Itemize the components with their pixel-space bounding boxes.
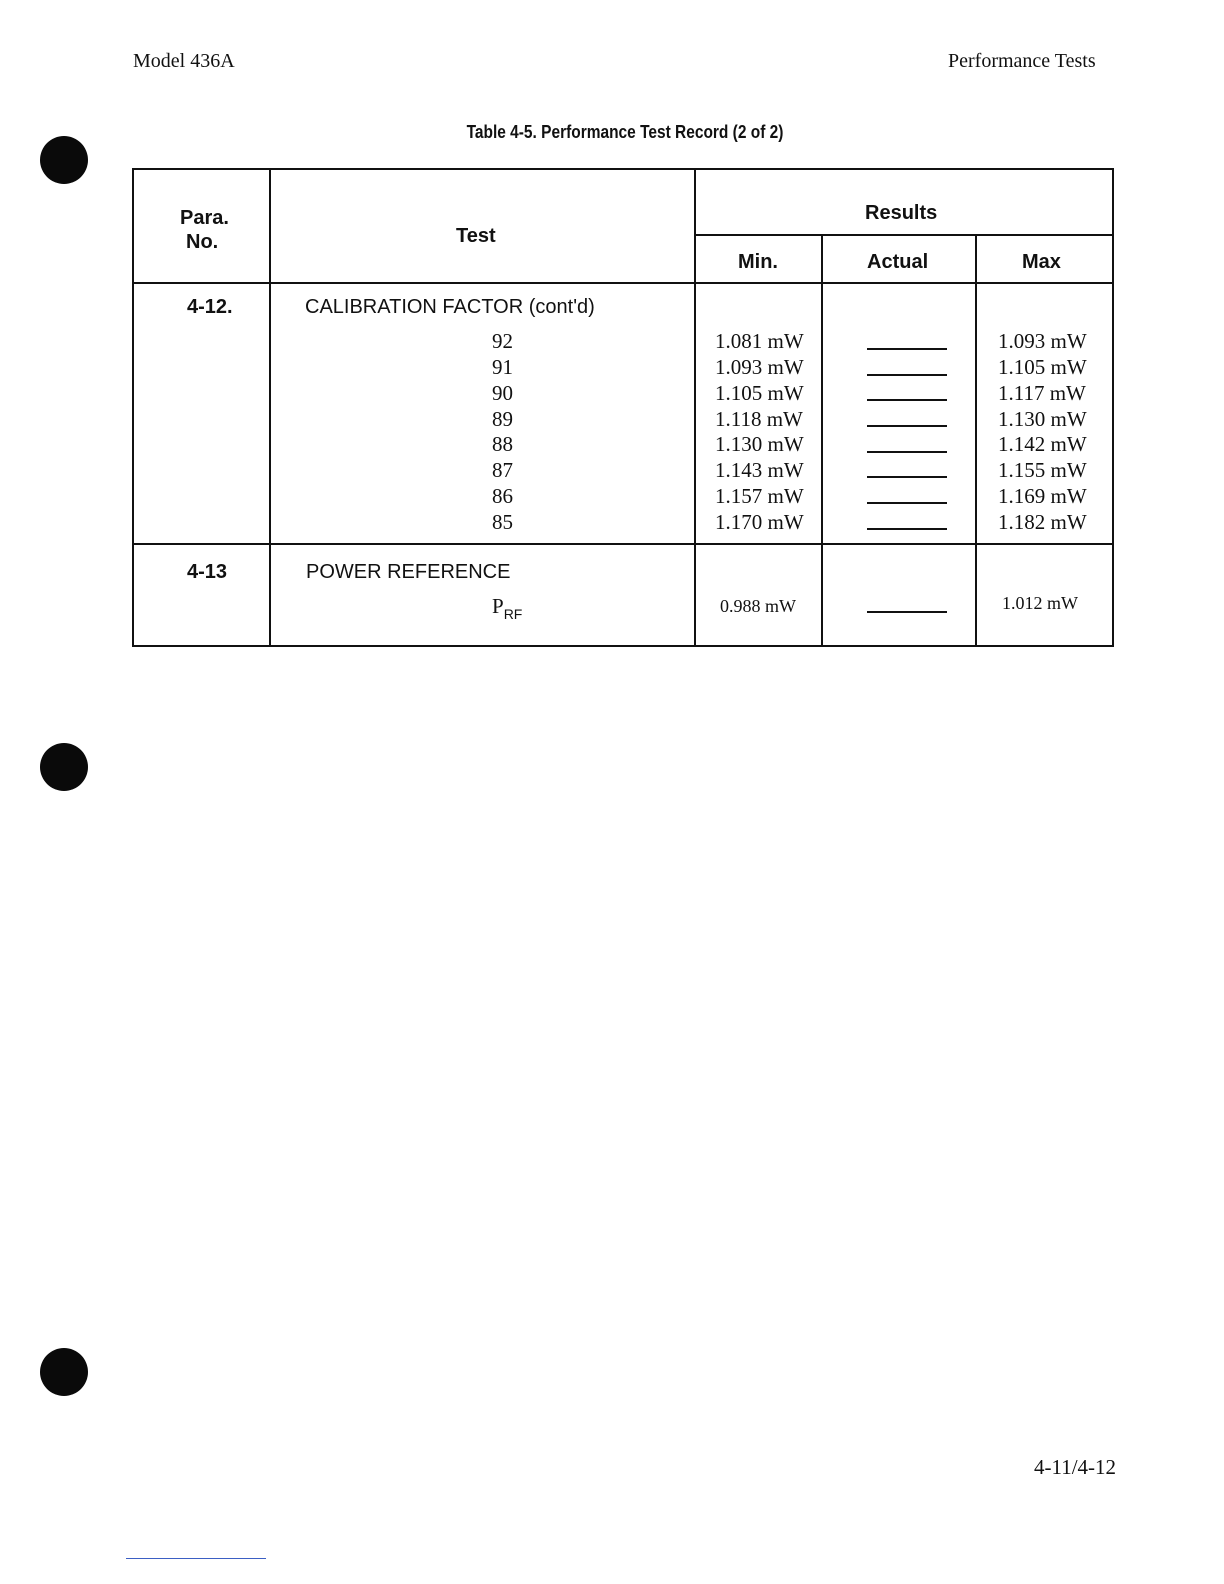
- min-value: 1.143 mW: [715, 458, 804, 482]
- min-value: 0.988 mW: [720, 596, 796, 616]
- table-border-bottom: [132, 645, 1114, 647]
- header-rule: [132, 282, 1114, 284]
- test-value: 92: [492, 329, 513, 353]
- actual-blank[interactable]: [867, 399, 947, 401]
- section-title: CALIBRATION FACTOR (cont'd): [305, 296, 595, 318]
- actual-blank[interactable]: [867, 451, 947, 453]
- max-value: 1.142 mW: [998, 432, 1087, 456]
- test-value-prf: [492, 594, 522, 622]
- table-border-left: [132, 168, 134, 647]
- test-symbol: P: [492, 594, 504, 618]
- actual-blank[interactable]: [867, 476, 947, 478]
- actual-blank[interactable]: [867, 502, 947, 504]
- table-caption: Table 4-5. Performance Test Record (2 of 2): [466, 122, 784, 142]
- col-rule-para: [269, 168, 271, 647]
- col-header-para-line2: No.: [186, 231, 219, 253]
- max-value: 1.169 mW: [998, 484, 1087, 508]
- min-value: 1.157 mW: [715, 484, 804, 508]
- col-header-test: Test: [456, 225, 496, 247]
- max-value: 1.093 mW: [998, 329, 1087, 353]
- test-value: 86: [492, 484, 513, 508]
- actual-blank[interactable]: [867, 348, 947, 350]
- max-value: 1.105 mW: [998, 355, 1087, 379]
- punch-hole: [40, 136, 88, 184]
- col-header-max: Max: [1022, 251, 1061, 273]
- max-value: 1.012 mW: [1002, 593, 1078, 613]
- min-value: 1.118 mW: [715, 407, 803, 431]
- actual-blank[interactable]: [867, 374, 947, 376]
- min-value: 1.105 mW: [715, 381, 804, 405]
- header-section: Performance Tests: [948, 50, 1096, 72]
- min-value: 1.081 mW: [715, 329, 804, 353]
- actual-blank[interactable]: [867, 528, 947, 530]
- bottom-divider: [126, 1558, 266, 1559]
- col-header-results: Results: [865, 202, 938, 224]
- min-value: 1.130 mW: [715, 432, 804, 456]
- col-header-para-line1: Para.: [180, 207, 229, 229]
- para-number: 4-12.: [187, 296, 233, 318]
- page-number: 4-11/4-12: [1034, 1455, 1117, 1479]
- max-value: 1.130 mW: [998, 407, 1087, 431]
- table-border-top: [132, 168, 1114, 170]
- min-value: 1.170 mW: [715, 510, 804, 534]
- actual-blank[interactable]: [867, 425, 947, 427]
- results-subheader-rule: [694, 234, 1114, 236]
- test-value: 87: [492, 458, 513, 482]
- col-rule-test: [694, 168, 696, 647]
- test-value: 85: [492, 510, 513, 534]
- col-rule-actual: [975, 234, 977, 647]
- test-value: 91: [492, 355, 513, 379]
- header-model: Model 436A: [133, 50, 235, 72]
- section-rule: [132, 543, 1114, 545]
- section-title: POWER REFERENCE: [306, 561, 511, 583]
- col-header-actual: Actual: [867, 251, 929, 273]
- max-value: 1.182 mW: [998, 510, 1087, 534]
- max-value: 1.155 mW: [998, 458, 1087, 482]
- test-value: 89: [492, 407, 513, 431]
- table-border-right: [1112, 168, 1114, 647]
- max-value: 1.117 mW: [998, 381, 1086, 405]
- test-subscript: RF: [503, 606, 523, 622]
- min-value: 1.093 mW: [715, 355, 804, 379]
- test-value: 90: [492, 381, 513, 405]
- col-rule-min: [821, 234, 823, 647]
- col-header-min: Min.: [738, 251, 778, 273]
- performance-test-table: [132, 168, 1114, 647]
- para-number: 4-13: [187, 561, 228, 583]
- actual-blank[interactable]: [867, 611, 947, 613]
- test-value: 88: [492, 432, 513, 456]
- punch-hole: [40, 743, 88, 791]
- punch-hole: [40, 1348, 88, 1396]
